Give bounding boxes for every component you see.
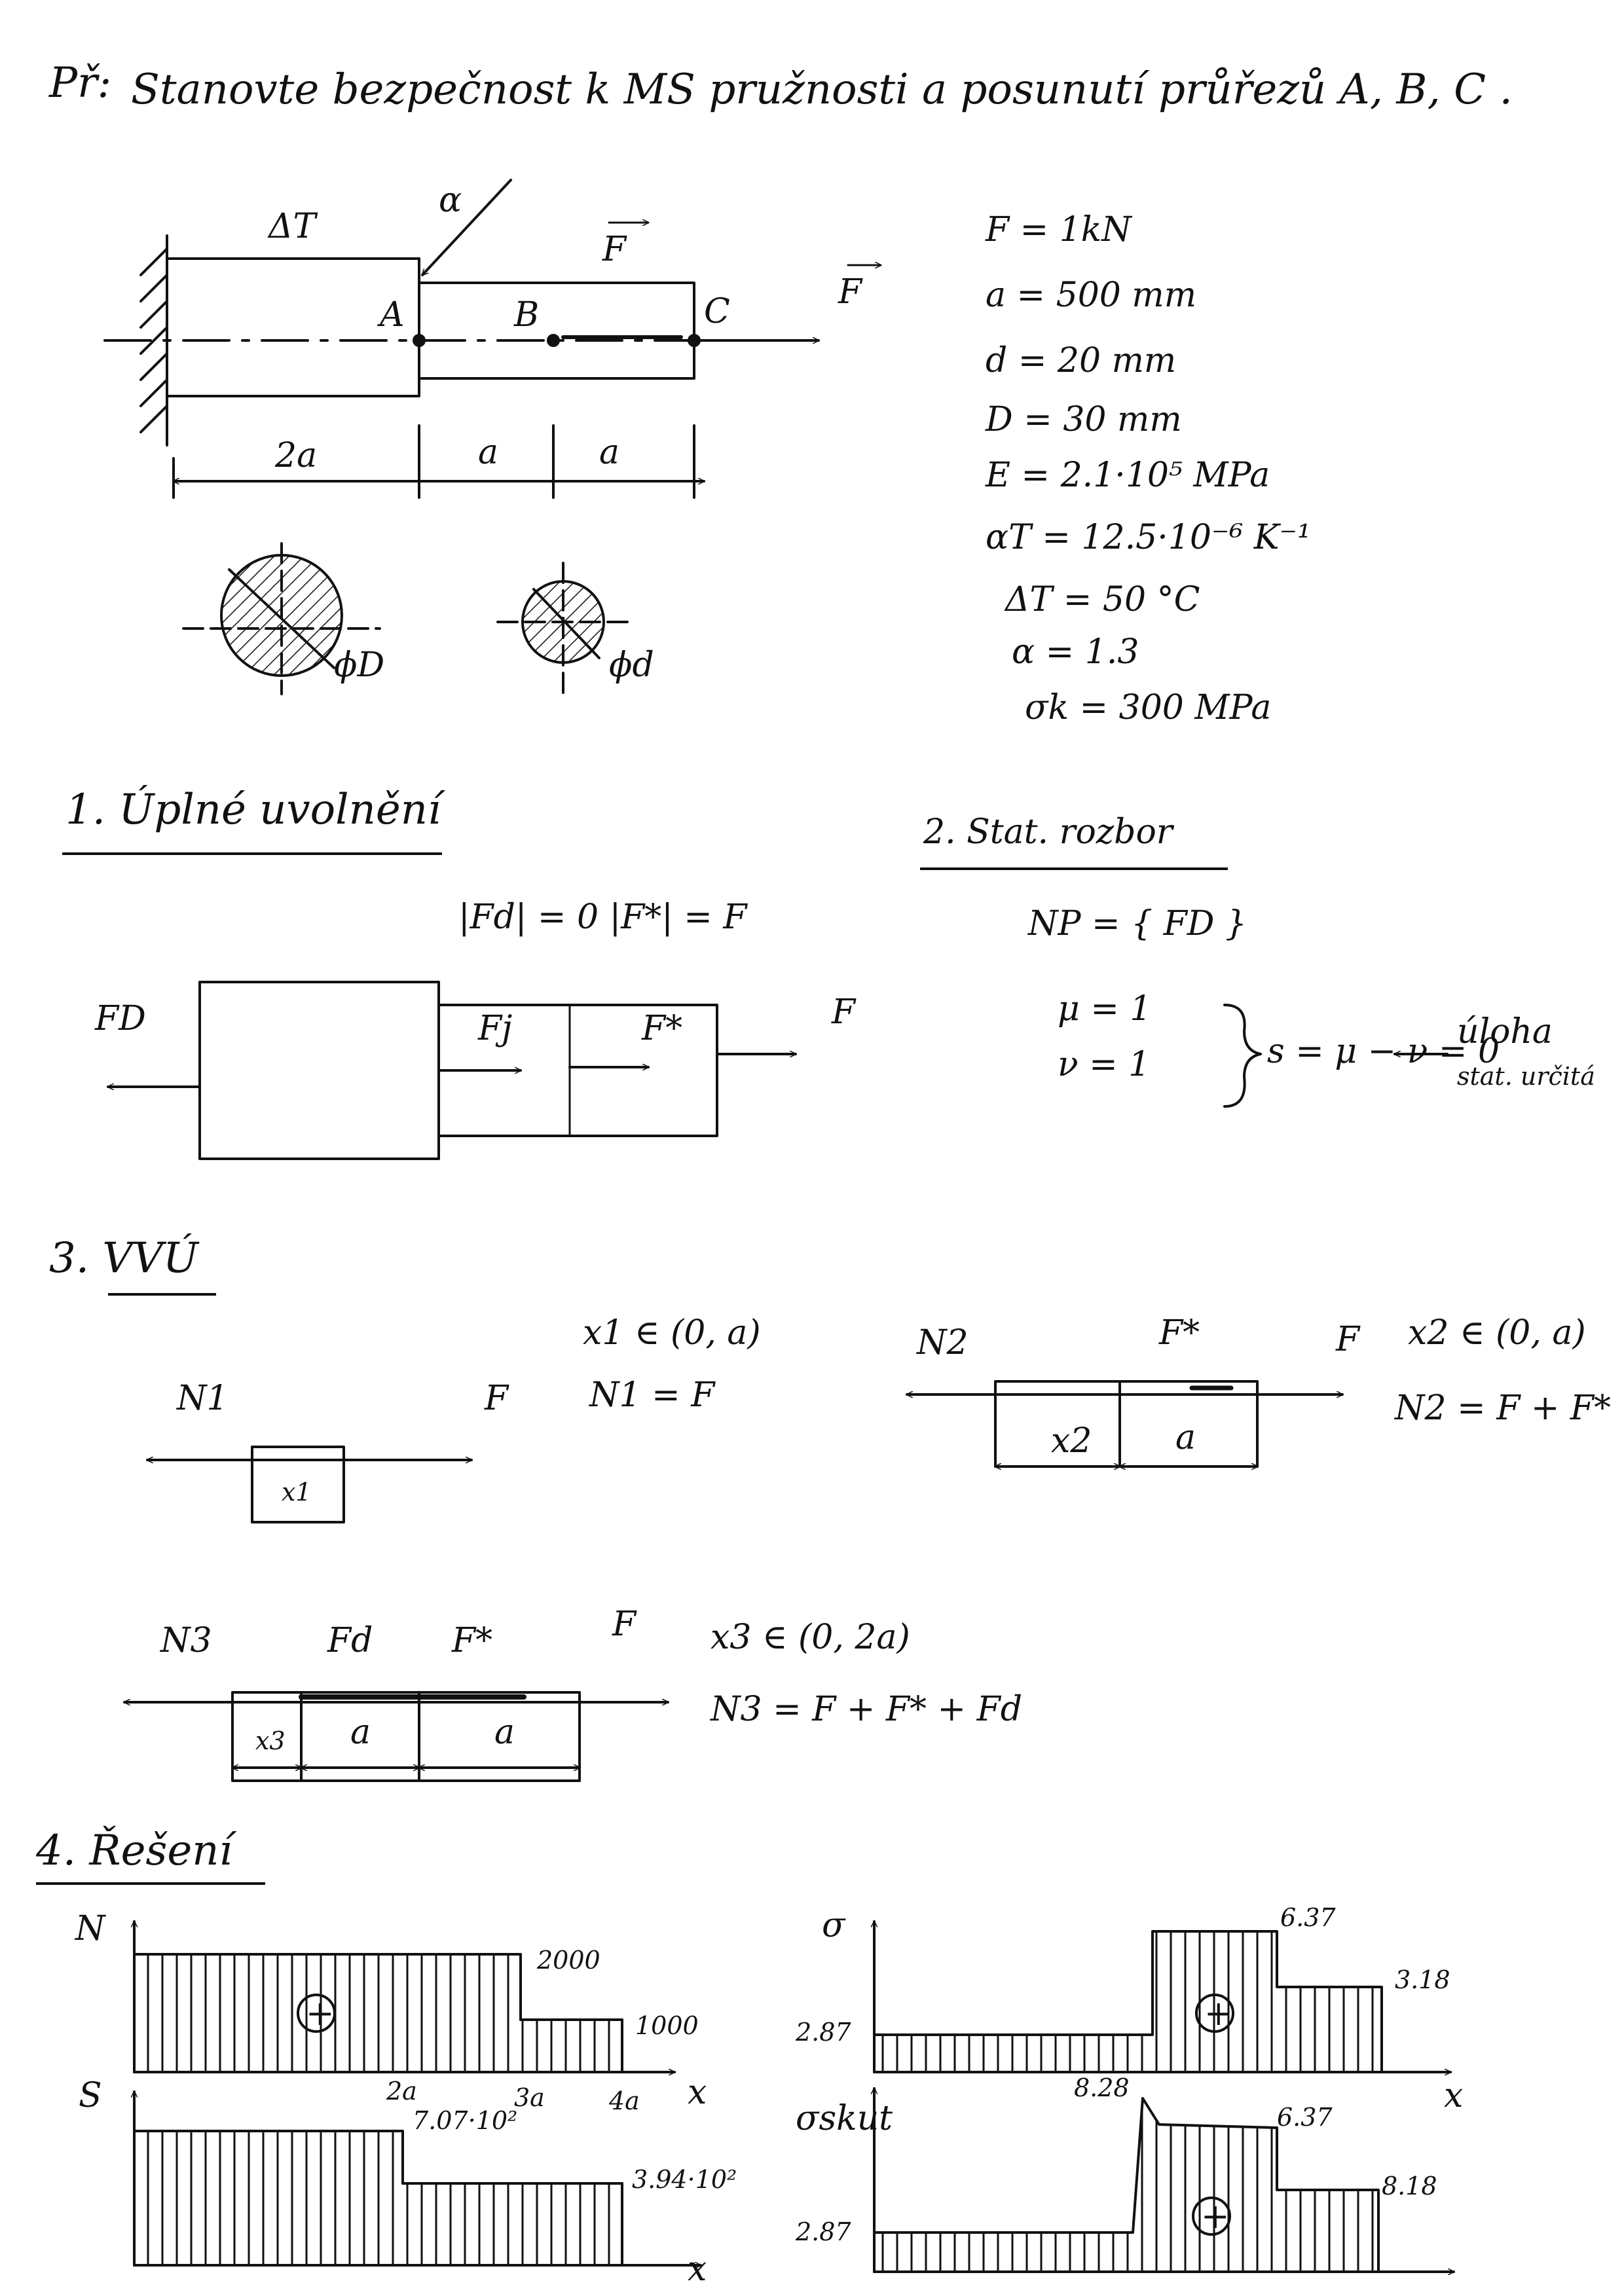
plot-sigma-skut-axis-label: σskut: [796, 2099, 893, 2138]
released-beam-figure: [108, 982, 796, 1159]
plot-n-axis-label: N: [75, 1909, 105, 1948]
plot-n-x-label: x: [688, 2073, 707, 2112]
plot-sigma-skut-sign: +: [1201, 2197, 1230, 2236]
plot-n-tick-4a: 4a: [609, 2086, 640, 2115]
part-3-range: x3 ∈ (0, 2a): [710, 1618, 910, 1657]
static-note-1: úloha: [1457, 1012, 1553, 1051]
plot-sigma-skut-value-637: 6.37: [1277, 2103, 1333, 2132]
plot-sigma-skut-value-287: 2.87: [796, 2217, 851, 2246]
plot-sigma-axis-label: σ: [822, 1906, 845, 1945]
plot-s-axis-label: S: [79, 2076, 102, 2115]
section-3-title: 3. VVÚ: [49, 1234, 198, 1283]
diameter-large-label: ϕD: [334, 646, 385, 685]
part-2-force-label: F: [1336, 1320, 1360, 1359]
plot-n: [134, 1922, 674, 2072]
section-1-underline: [62, 852, 442, 855]
plot-sigma-value-828: 8.28: [1074, 2073, 1130, 2102]
plot-sigma-value-637: 6.37: [1280, 1903, 1336, 1932]
given-force: F = 1kN: [986, 210, 1132, 249]
plot-s-x-label: x: [688, 2250, 707, 2289]
section-3-underline: [108, 1293, 216, 1296]
part-2-a-label: a: [1175, 1418, 1196, 1457]
part-3-a1-label: a: [350, 1713, 371, 1752]
given-diameter-D: D = 30 mm: [986, 400, 1182, 439]
given-delta-T: ΔT = 50 °C: [1005, 580, 1200, 619]
part-3-a2-label: a: [494, 1713, 515, 1752]
part-3-x-label: x3: [255, 1726, 286, 1755]
part-3-n-label: N3: [160, 1621, 212, 1660]
plot-n-value-1000: 1000: [635, 2011, 699, 2040]
part-1-x-label: x1: [282, 1478, 312, 1506]
part-1-n-label: N1: [177, 1379, 229, 1418]
dimension-a2-label: a: [599, 433, 620, 472]
force-label-right: F: [838, 272, 862, 312]
part-3-figure: [124, 1692, 668, 1781]
mu-value: μ = 1: [1058, 989, 1152, 1029]
plot-sigma-skut: [874, 2088, 1454, 2272]
point-c-dot: [689, 335, 699, 346]
plot-sigma-sign: +: [1204, 1994, 1233, 2033]
temperature-label: ΔT: [268, 207, 316, 246]
part-3-force-label: F: [612, 1605, 637, 1644]
force-label-top: F: [602, 230, 627, 269]
static-note-2: stat. určitá: [1457, 1062, 1595, 1091]
plot-sigma-value-287: 2.87: [796, 2018, 851, 2047]
point-b-dot: [548, 335, 559, 346]
section-4-underline: [36, 1882, 265, 1885]
diameter-small-label: ϕd: [609, 646, 654, 685]
plot-sigma: [874, 1922, 1450, 2072]
plot-n-tick-3a: 3a: [514, 2083, 545, 2112]
part-3-fstar-label: F*: [452, 1621, 493, 1660]
plot-sigma-value-318: 3.18: [1395, 1965, 1450, 1994]
plot-s-value-2: 3.94·10²: [632, 2165, 737, 2194]
given-alpha: α = 1.3: [1012, 632, 1139, 672]
part-2-fstar-label: F*: [1159, 1313, 1200, 1353]
task-label: Př:: [49, 59, 112, 107]
part-1-equation: N1 = F: [589, 1376, 715, 1415]
reaction-fd-label: FD: [95, 999, 146, 1038]
given-diameter-d: d = 20 mm: [986, 341, 1177, 380]
part-1-force-label: F: [485, 1379, 509, 1418]
part-2-range: x2 ∈ (0, a): [1408, 1313, 1586, 1353]
internal-fstar-label: F*: [642, 1009, 683, 1048]
dimension-lines: [174, 426, 704, 498]
point-a-label: A: [380, 295, 405, 335]
part-2-x-label: x2: [1051, 1421, 1092, 1461]
point-c-label: C: [704, 292, 730, 331]
given-modulus-E: E = 2.1·10⁵ MPa: [986, 456, 1270, 495]
part-3-fd-label: Fd: [327, 1621, 373, 1660]
dimension-a1-label: a: [478, 433, 499, 472]
section-1-force-label: F: [832, 993, 856, 1032]
part-1-range: x1 ∈ (0, a): [583, 1313, 761, 1353]
alpha-label: α: [439, 181, 462, 220]
task-title: Stanovte bezpečnost k MS pružnosti a posunutí průřezů A, B, C .: [131, 65, 1513, 114]
given-sigma-k: σk = 300 MPa: [1025, 688, 1272, 727]
plot-n-value-2000: 2000: [537, 1946, 600, 1975]
nu-value: ν = 1: [1058, 1045, 1151, 1084]
static-degree: s = μ − ν = 0: [1267, 1032, 1500, 1071]
alpha-arrow: [422, 180, 511, 275]
given-alpha-T: αT = 12.5·10⁻⁶ K⁻¹: [986, 518, 1311, 557]
part-3-equation: N3 = F + F* + Fd: [710, 1690, 1022, 1729]
point-a-dot: [414, 335, 424, 346]
given-length-a: a = 500 mm: [986, 276, 1197, 315]
dimension-2a-label: 2a: [275, 436, 318, 475]
plot-sigma-x-label: x: [1444, 2076, 1464, 2115]
plot-sigma-skut-value-818: 8.18: [1382, 2172, 1437, 2200]
section-1-equation: |Fd| = 0 |F*| = F: [458, 898, 747, 937]
plot-s-value-1: 7.07·10²: [413, 2106, 518, 2135]
section-1-title: 1. Úplné uvolnění: [65, 786, 441, 834]
point-b-label: B: [514, 295, 540, 335]
section-2-underline: [920, 867, 1228, 870]
section-2-title: 2. Stat. rozbor: [923, 812, 1173, 852]
section-4-title: 4. Řešení: [36, 1827, 232, 1875]
part-2-n-label: N2: [917, 1323, 969, 1362]
part-2-equation: N2 = F + F*: [1395, 1389, 1612, 1428]
internal-fj-label: Fj: [478, 1009, 513, 1048]
unknowns-np: NP = { FD }: [1028, 904, 1247, 943]
part-2-figure: [907, 1381, 1342, 1467]
plot-n-sign: +: [306, 1994, 335, 2033]
plot-n-tick-2a: 2a: [386, 2077, 417, 2105]
